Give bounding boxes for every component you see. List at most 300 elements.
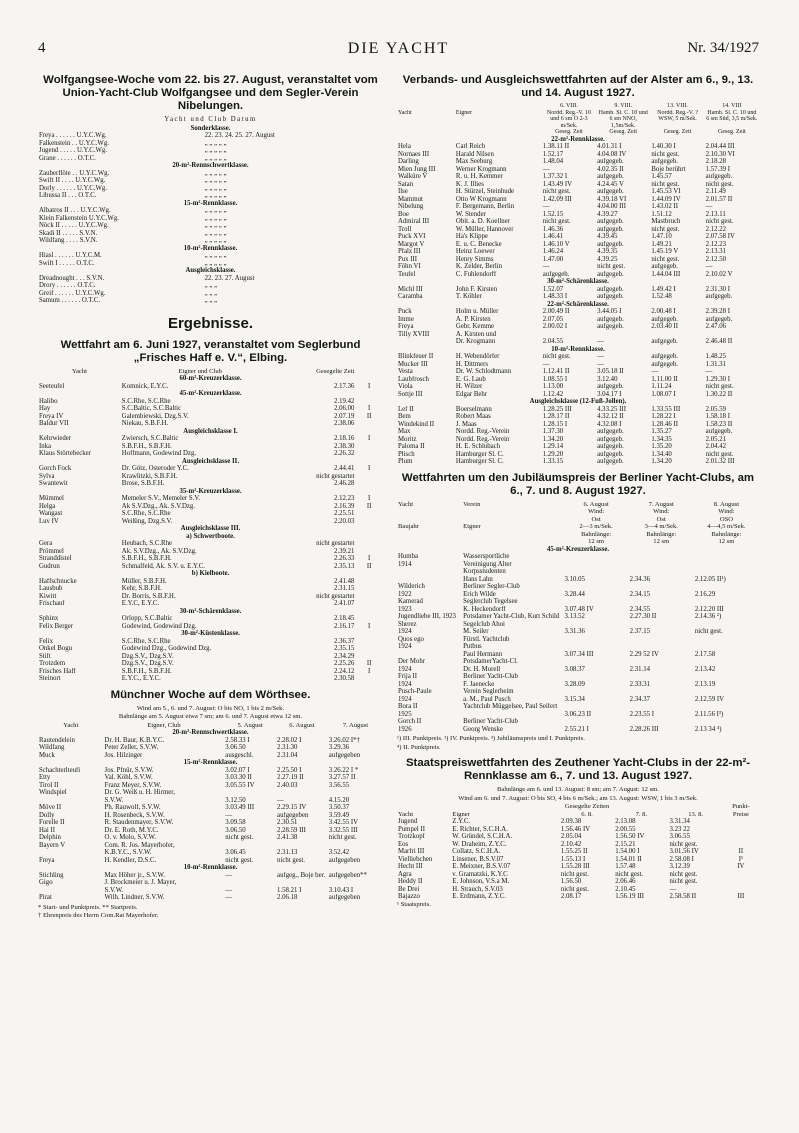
cell: aufgegeb.	[705, 293, 733, 301]
cell: —	[277, 796, 284, 804]
cell	[564, 621, 629, 629]
entry-row	[38, 132, 383, 140]
cell: 2.14.36 ²)	[694, 613, 722, 621]
cell: 2.41.38	[277, 834, 298, 841]
cell: 1.52.07	[542, 285, 564, 293]
cell: 3.50.37	[328, 804, 350, 811]
cell	[723, 833, 759, 841]
table-row	[38, 443, 383, 451]
cell: Eigner und Club	[178, 367, 222, 375]
cell: Stranddistel	[39, 555, 72, 562]
cell: H. Wilzer	[455, 383, 483, 391]
cell: 2.17.58	[694, 650, 716, 658]
cell: nicht gest.	[651, 180, 680, 188]
cell: 3.06.50	[225, 826, 246, 834]
cell: 1.46.41	[542, 233, 564, 241]
cell: Viola	[398, 383, 413, 391]
cell: 2.00.49 II	[542, 308, 570, 316]
table-header-row	[397, 538, 759, 546]
cell: OSO	[719, 515, 734, 523]
cell: 2.23.55 I	[629, 710, 655, 718]
cell: Max Seeburg	[455, 158, 493, 166]
section-heading-row	[38, 267, 383, 275]
cell: Eos	[398, 840, 409, 848]
cell: Caramba	[398, 293, 423, 301]
cell: 2.05.04	[560, 833, 582, 841]
cell: 3.42.55 IV	[328, 819, 359, 826]
cell: 1.48.25	[705, 353, 727, 361]
cell: 1.34.40	[651, 450, 672, 458]
table-row	[38, 842, 383, 850]
section-heading: a) Schwertboote.	[186, 532, 235, 540]
cell: 2.04.44 III	[705, 143, 735, 151]
cell	[723, 841, 759, 849]
table-row	[38, 540, 383, 548]
cell: 2.10.02 V	[705, 270, 733, 278]
table-row	[397, 863, 759, 871]
cell: Falkenstein . . U.Y.C.Wg.	[39, 139, 109, 147]
cell: 2.31.30 I	[705, 285, 731, 293]
table-row	[38, 645, 383, 653]
cell: H. Webendörfer	[455, 353, 500, 361]
cell: 2.25.51	[333, 510, 355, 517]
cell: W. Gründel, S.C.H.A.	[452, 833, 513, 841]
cell: 4.32.12 II	[597, 413, 624, 421]
cell: Gebr. Kemme	[455, 323, 495, 331]
cell: 2.38.06	[333, 420, 355, 427]
cell: 4.04.00 III	[597, 203, 626, 211]
cell: 13. VIII.	[667, 103, 688, 109]
cell: Max	[398, 428, 411, 436]
cell: Krawlitzki, S.B.F.H.	[121, 472, 178, 480]
cell: Heddy II	[398, 878, 423, 886]
cell: Gera	[39, 540, 53, 547]
cell: 4.04.08 IV	[597, 150, 627, 158]
cell: 4.39.18 VI	[597, 195, 627, 203]
cell: 1.52.15	[542, 210, 564, 218]
table-row	[38, 593, 383, 601]
cell: Godewind Dzg., Godewind Dzg.	[121, 645, 212, 652]
cell: 3.07.34 III	[564, 650, 594, 658]
cell: 3.05.55 IV	[225, 781, 255, 789]
cell: Föhn VI	[398, 263, 421, 271]
cell: Z.Y.C.	[452, 818, 471, 826]
table-row	[38, 752, 383, 760]
cell: Yacht	[398, 500, 414, 508]
cell	[694, 561, 759, 569]
cell	[629, 553, 694, 561]
cell: Bayern V	[39, 841, 66, 849]
cell: Prömmel	[39, 547, 64, 555]
cell: Satan	[398, 180, 414, 188]
cell: Henry Simms	[455, 255, 494, 263]
table-row	[397, 293, 759, 301]
cell: Sottje III	[398, 390, 423, 398]
cell: 1925	[398, 710, 412, 718]
cell: „ „ „	[204, 297, 218, 304]
cell: 2.12.50	[705, 255, 727, 263]
cell: nicht gest.	[597, 263, 626, 271]
cell: Orlopp, S.C.Baltic	[121, 615, 173, 622]
cell	[397, 103, 455, 110]
cell: aufgegeb.	[597, 173, 624, 181]
table-header-row	[397, 803, 759, 811]
cell: Margot V	[398, 240, 425, 248]
cell: Windekind II	[398, 420, 435, 428]
cell: 2.06.00	[333, 405, 355, 412]
table-row	[397, 308, 759, 316]
cell: 1.51.12	[651, 210, 672, 218]
cell	[629, 636, 694, 644]
cell: 3—4 m/Sek.	[644, 523, 678, 531]
cell: 3.04.17 I	[597, 390, 622, 398]
cell: 2.34.37	[629, 695, 651, 703]
muenchen-wind: Wind am 5., 6. und 7. August: O bis NO, 1 bis 2 m/Sek.	[136, 704, 285, 712]
cell: 2.01.57 II	[705, 195, 733, 203]
cell: aufgegeb.	[651, 360, 678, 368]
cell: Preise	[732, 810, 749, 818]
cell: Korpsstudenten	[463, 568, 506, 576]
cell: 1.11.24	[651, 383, 672, 391]
cell: nicht gest.	[542, 353, 571, 361]
cell: aufgegeb.	[597, 240, 624, 248]
cell	[276, 842, 328, 850]
section-heading-row	[397, 136, 759, 144]
table-row	[397, 443, 759, 451]
cell: 1.48.04	[542, 158, 564, 166]
cell: Max Höher jr., S.V.W.	[104, 871, 165, 879]
cell: K. Zelder, Berlin	[455, 263, 503, 271]
table-row	[397, 143, 759, 151]
cell: 1.45.19 V	[651, 248, 679, 256]
cell: Dr. Götz, Osteroder Y.C.	[121, 465, 189, 472]
cell: 2.12.05 II¹)	[694, 575, 726, 583]
cell	[723, 886, 759, 894]
table-row	[38, 744, 383, 752]
table-row	[397, 651, 759, 659]
table-row	[397, 726, 759, 734]
cell: Delphin	[39, 834, 61, 841]
cell: E.Y.C., E.Y.C.	[121, 675, 161, 682]
cell: 4.01.31 I	[597, 143, 622, 151]
cell: Wilderich	[398, 583, 425, 591]
cell	[38, 849, 104, 857]
cell: aufgegeb.	[597, 225, 624, 233]
cell: Yacht	[71, 367, 87, 375]
cell: Humba	[398, 553, 419, 561]
section-heading: 15-m²-Rennklasse.	[183, 199, 238, 207]
cell: 2.28.26 III	[629, 725, 659, 733]
muenchen-table	[38, 722, 383, 902]
cell	[462, 711, 563, 719]
cell	[564, 568, 629, 576]
table-row	[397, 553, 759, 561]
cell: Trotzdem	[39, 660, 66, 667]
cell: Freya	[398, 323, 414, 331]
cell: 1.08.07 I	[651, 390, 676, 398]
cell	[564, 598, 629, 606]
table-row	[397, 188, 759, 196]
cell: aufgegeb.	[597, 285, 624, 293]
cell: S.B.F.H., S.B.F.H.	[121, 442, 172, 450]
masthead: DIE YACHT	[347, 40, 450, 57]
cell: Quos ego	[398, 635, 424, 643]
cell: 2.47.06	[705, 323, 727, 331]
cell: aufgegeben	[328, 751, 361, 759]
cell: Drory . . . . . . Ö.T.C.	[39, 282, 96, 289]
table-row	[397, 353, 759, 361]
cell: 1.11.00 II	[651, 375, 678, 383]
cell: Eigner	[463, 523, 481, 531]
cell: 3.12.40	[597, 375, 618, 383]
cell	[564, 553, 629, 561]
cell: 2.34.29	[333, 652, 355, 660]
cell: Holm u. Müller	[455, 308, 499, 316]
cell	[397, 338, 455, 346]
cell: I	[368, 382, 371, 390]
cell: W. Müller, Hannover	[455, 225, 514, 233]
cell: Ph. Rauwolf, S.V.W.	[104, 804, 161, 811]
cell: Nibelung	[398, 203, 424, 211]
entry-row	[38, 282, 383, 290]
cell: Lef II	[398, 405, 414, 413]
cell: nicht gest.	[651, 225, 680, 233]
cell: Boerselmann	[455, 405, 492, 413]
cell: Gorch II	[398, 718, 422, 726]
cell: K. J. Illies	[455, 180, 484, 188]
cell: ausgeschl.	[225, 751, 254, 759]
cell: Yacht	[398, 109, 412, 116]
table-row	[38, 849, 383, 857]
cell: S.C.Rhe, S.C.Rhe	[121, 397, 171, 405]
entry-row	[38, 155, 383, 163]
cell: 2.13.11	[705, 210, 726, 218]
cell: Rautendelein	[39, 736, 75, 744]
cell: 2.34.15	[629, 590, 651, 598]
cell: Jugend	[398, 818, 418, 826]
cell: H. Rosenbeck, S.V.W.	[104, 811, 165, 819]
cell: nicht gest.	[694, 628, 723, 636]
cell: Klein Falkenstein U.Y.C.Wg.	[39, 214, 119, 222]
cell	[455, 129, 542, 136]
table-row	[397, 271, 759, 279]
cell: 3.31.34	[669, 818, 690, 826]
cell: 2.04.42	[705, 443, 727, 451]
cell: Wassersportliche	[463, 553, 510, 561]
cell: Dzg.S.V., Dzg.S.V.	[121, 652, 174, 660]
cell	[224, 789, 276, 797]
table-row	[38, 887, 383, 895]
table-row	[397, 166, 759, 174]
cell: 2.39.21	[333, 547, 355, 555]
cell: „ „ „	[204, 282, 218, 289]
cell: aufgegeb.	[597, 428, 624, 436]
cell: 1.42.09 III	[542, 195, 572, 203]
cell: —	[597, 338, 604, 346]
cell	[629, 598, 694, 606]
cell: Puck XVI	[398, 233, 426, 241]
cell	[564, 561, 629, 569]
cell: 2.11.49	[705, 188, 726, 196]
cell	[723, 871, 759, 879]
cell: Walküre V	[398, 173, 428, 181]
cell	[629, 643, 694, 651]
cell: aufgegeb.	[597, 315, 624, 323]
cell	[723, 818, 759, 826]
cell: Potsdamer Yacht-Club, Kurt Schild	[463, 613, 560, 621]
cell: 1.35.20	[651, 443, 672, 451]
muenchen-title: Münchner Woche auf dem Wörthsee.	[110, 688, 311, 701]
cell: 2.00.48 I	[651, 308, 676, 316]
cell: Marfri III	[398, 848, 425, 856]
section-heading: 10-m²-Rennklasse.	[183, 244, 238, 252]
table-row	[397, 606, 759, 614]
cell: 4.15.20	[328, 796, 350, 804]
table-row	[397, 893, 759, 901]
table-row	[38, 450, 383, 458]
cell: Heinz Loewer	[455, 248, 495, 256]
cell: 2.27.19 II	[277, 774, 304, 781]
cell: Dr. E. Roth, M.Y.C.	[104, 826, 159, 834]
cell: Der Mohr	[398, 658, 425, 666]
cell	[629, 718, 694, 726]
table-row	[38, 894, 383, 902]
cell: 2.06.46	[615, 878, 636, 886]
cell: Frija II	[398, 673, 418, 681]
cell	[614, 803, 668, 811]
cell: Niekau, S.B.F.H.	[121, 420, 169, 427]
cell: Galembiewski, Dzg.S.V.	[121, 412, 189, 420]
cell: 1924	[398, 695, 412, 703]
cell	[355, 600, 383, 608]
cell: Bahnlänge:	[581, 530, 612, 538]
cell	[397, 568, 462, 576]
cell: Yacht	[398, 810, 414, 818]
cell: nicht gest.	[225, 834, 254, 841]
cell: Freya . . . . . . U.Y.C.Wg.	[39, 132, 107, 139]
entry-row	[38, 230, 383, 238]
cell: 2.29 52 IV	[629, 650, 659, 658]
cell	[355, 615, 383, 623]
cell: 2.03.40 II	[651, 323, 678, 331]
cell: 2.31.13	[277, 849, 298, 856]
cell: Brose, S.B.F.H.	[121, 480, 165, 487]
cell	[355, 675, 383, 683]
cell: aufgegeb.	[651, 338, 678, 346]
cell: 5. August	[237, 721, 263, 729]
cell: Eigner, Club	[147, 721, 181, 729]
table-header-row	[397, 508, 759, 516]
cell	[397, 508, 462, 516]
cell: Komnick, E.Y.C.	[121, 382, 169, 390]
cell: 6. 8.	[581, 810, 593, 818]
cell: 1.46.10 V	[542, 240, 570, 248]
cell: Etty	[39, 774, 51, 781]
muenchen-footnote-1: * Start- und Punktpreis. ** Startpreis.	[38, 903, 138, 911]
cell	[355, 645, 383, 653]
cell: Swift II . . . . U.Y.C.Wg.	[39, 177, 106, 184]
muenchen-bahn: Bahnlänge am 5. August etwa 7 sm; am 6. und 7. August etwa 12 sm.	[118, 713, 303, 720]
cell: 2.46.48 II	[705, 338, 733, 346]
table-row	[397, 376, 759, 384]
section-heading-row	[38, 200, 383, 208]
table-row	[397, 711, 759, 719]
cell: Nordd. Reg.-Verein	[455, 428, 510, 436]
table-row	[38, 435, 383, 443]
cell: aufgegeb.	[705, 315, 733, 323]
cell: aufgegeb.	[542, 270, 570, 278]
entry-row	[38, 215, 383, 223]
section-heading-row	[38, 759, 383, 767]
cell: Gorch Fock	[39, 465, 72, 472]
cell: R. u. H. Kemmer	[455, 173, 503, 181]
table-row	[397, 173, 759, 181]
cell	[355, 450, 383, 458]
cell: 2.34.36	[629, 575, 651, 583]
cell: 1.56.46 IV	[560, 825, 591, 833]
cell	[564, 636, 629, 644]
table-row	[38, 797, 383, 805]
cell: Freya IV	[39, 412, 64, 420]
cell: 1.33.55 III	[651, 405, 681, 413]
cell: 1.49.42 I	[651, 285, 676, 293]
cell: nicht gest.	[705, 180, 734, 188]
cell: 1926	[398, 725, 412, 733]
cell: 2.12.22	[705, 225, 727, 233]
cell: 2.27.30 II	[629, 613, 657, 621]
cell: Felix	[39, 637, 53, 645]
cell: 4.39.25	[597, 255, 618, 263]
elbing-table	[38, 368, 383, 683]
cell: „ „ „ „ „	[204, 184, 227, 192]
cell: Val. Köhl, S.V.W.	[104, 774, 153, 781]
cell: aufgegeb.	[597, 218, 624, 226]
cell: Vereinigung Alter	[463, 560, 512, 568]
cell: Mastbruch	[651, 218, 681, 226]
table-row	[38, 480, 383, 488]
table-row	[397, 323, 759, 331]
cell: 7. August	[342, 721, 369, 729]
cell: 2.16.29	[694, 590, 716, 598]
cell: Kehr, S.B.F.H.	[121, 585, 162, 592]
cell	[397, 516, 462, 524]
cell	[694, 568, 759, 576]
table-row	[397, 241, 759, 249]
cell: A. P. Kirsten	[455, 315, 491, 323]
cell	[397, 651, 462, 659]
table-row	[397, 598, 759, 606]
cell: 2.39.28 I	[705, 308, 731, 316]
cell: S.B.F.H., S.B.F.H.	[121, 555, 172, 562]
cell: Gesegelte Zeit	[316, 367, 355, 375]
table-row	[38, 879, 383, 887]
cell	[564, 718, 629, 726]
cell: 2.13.08	[615, 818, 636, 826]
cell: 2.12.23	[705, 240, 727, 248]
cell: nicht gest.	[542, 218, 571, 226]
cell: Segelclub Ahoi	[463, 620, 505, 628]
cell: I	[368, 435, 371, 442]
cell: II	[366, 562, 372, 570]
cell: aufgegeb.	[651, 315, 678, 323]
cell: —	[542, 165, 550, 173]
cell: Agra	[398, 870, 412, 878]
cell: Felix Berger	[39, 622, 74, 630]
cell: 4.33.25 III	[597, 405, 626, 413]
cell: 3.56.55	[328, 781, 350, 789]
cell: 12 sm	[588, 538, 605, 546]
table-row	[38, 495, 383, 503]
